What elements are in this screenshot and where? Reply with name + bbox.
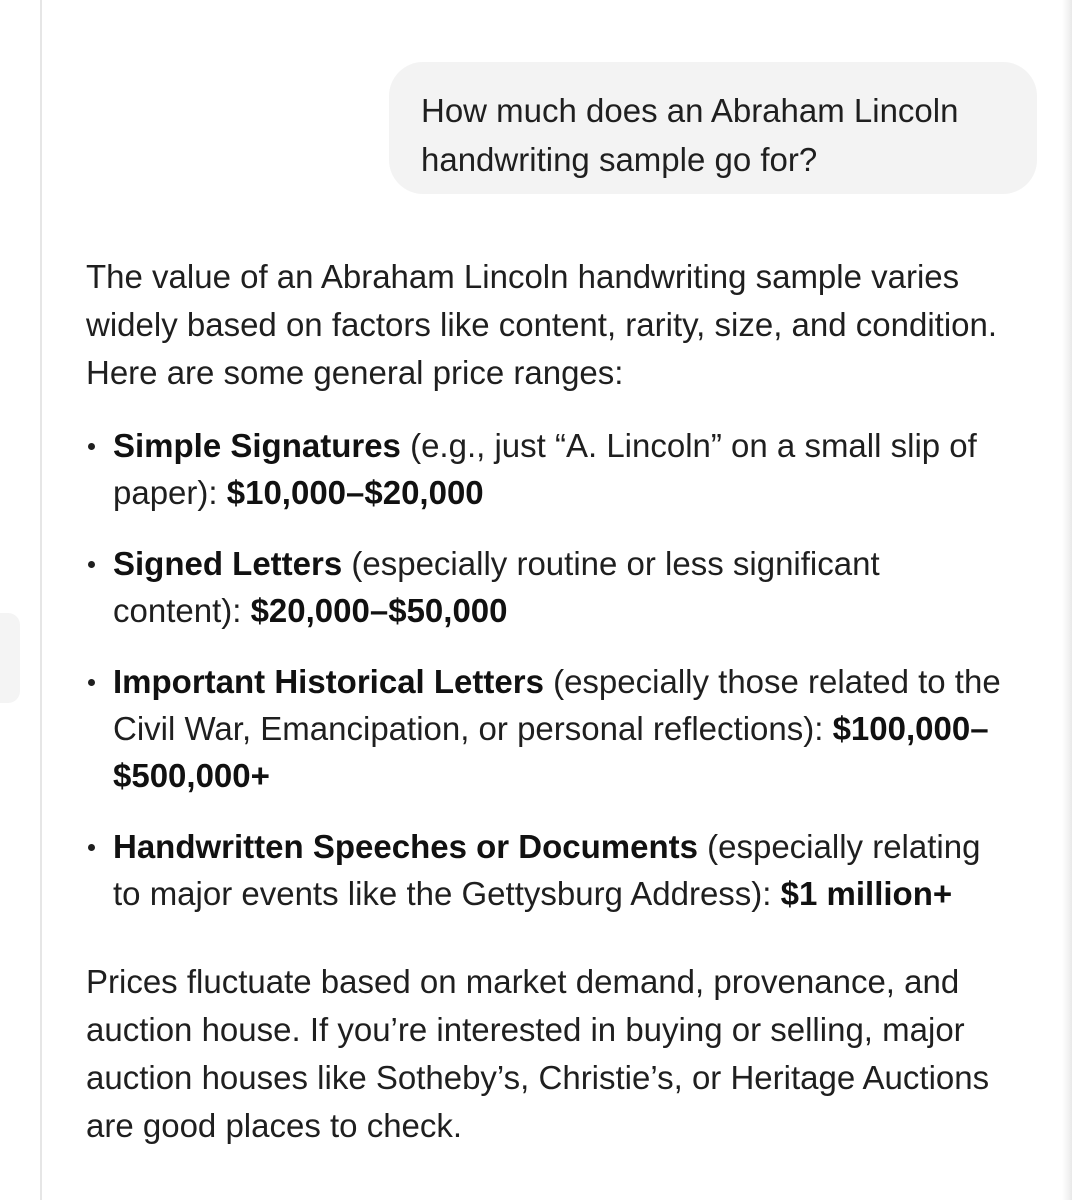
left-divider — [40, 0, 42, 1200]
item-title: Signed Letters — [113, 545, 343, 582]
assistant-reply — [86, 253, 1016, 1150]
reply-closing: Prices fluctuate based on market demand, provenance, and auction house. If you’re interested in buying or selling, major auction houses like Sotheby’s, Christie’s, or Heritage Auctions are good places to check. — [86, 963, 990, 1144]
list-item — [86, 540, 1016, 634]
user-message-bubble — [389, 62, 1037, 194]
item-price: $10,000–$20,000 — [226, 474, 484, 511]
item-price: $20,000–$50,000 — [250, 592, 508, 629]
list-item — [86, 823, 1016, 917]
user-message-text: How much does an Abraham Lincoln handwriting sample go for? — [421, 92, 959, 178]
right-edge-shadow — [1062, 0, 1072, 1200]
list-item — [86, 658, 1016, 799]
item-detail: (e.g., just “A. Lincoln” on a small slip of paper): — [113, 427, 977, 511]
side-panel-handle[interactable] — [0, 613, 20, 703]
item-price: $1 million+ — [780, 875, 953, 912]
price-range-list — [86, 422, 1016, 917]
list-item — [86, 422, 1016, 516]
item-title: Important Historical Letters — [113, 663, 544, 700]
reply-intro: The value of an Abraham Lincoln handwriting sample varies widely based on factors like content, rarity, size, and condition. Here are some general price ranges: — [86, 258, 998, 391]
item-price: $100,000–$500,000+ — [113, 710, 989, 794]
item-detail: (especially those related to the Civil War, Emancipation, or personal reflections): — [113, 663, 1001, 747]
item-title: Simple Signatures — [113, 427, 401, 464]
item-detail: (especially relating to major events like the Gettysburg Address): — [113, 828, 981, 912]
item-title: Handwritten Speeches or Documents — [113, 828, 698, 865]
item-detail: (especially routine or less significant content): — [113, 545, 880, 629]
